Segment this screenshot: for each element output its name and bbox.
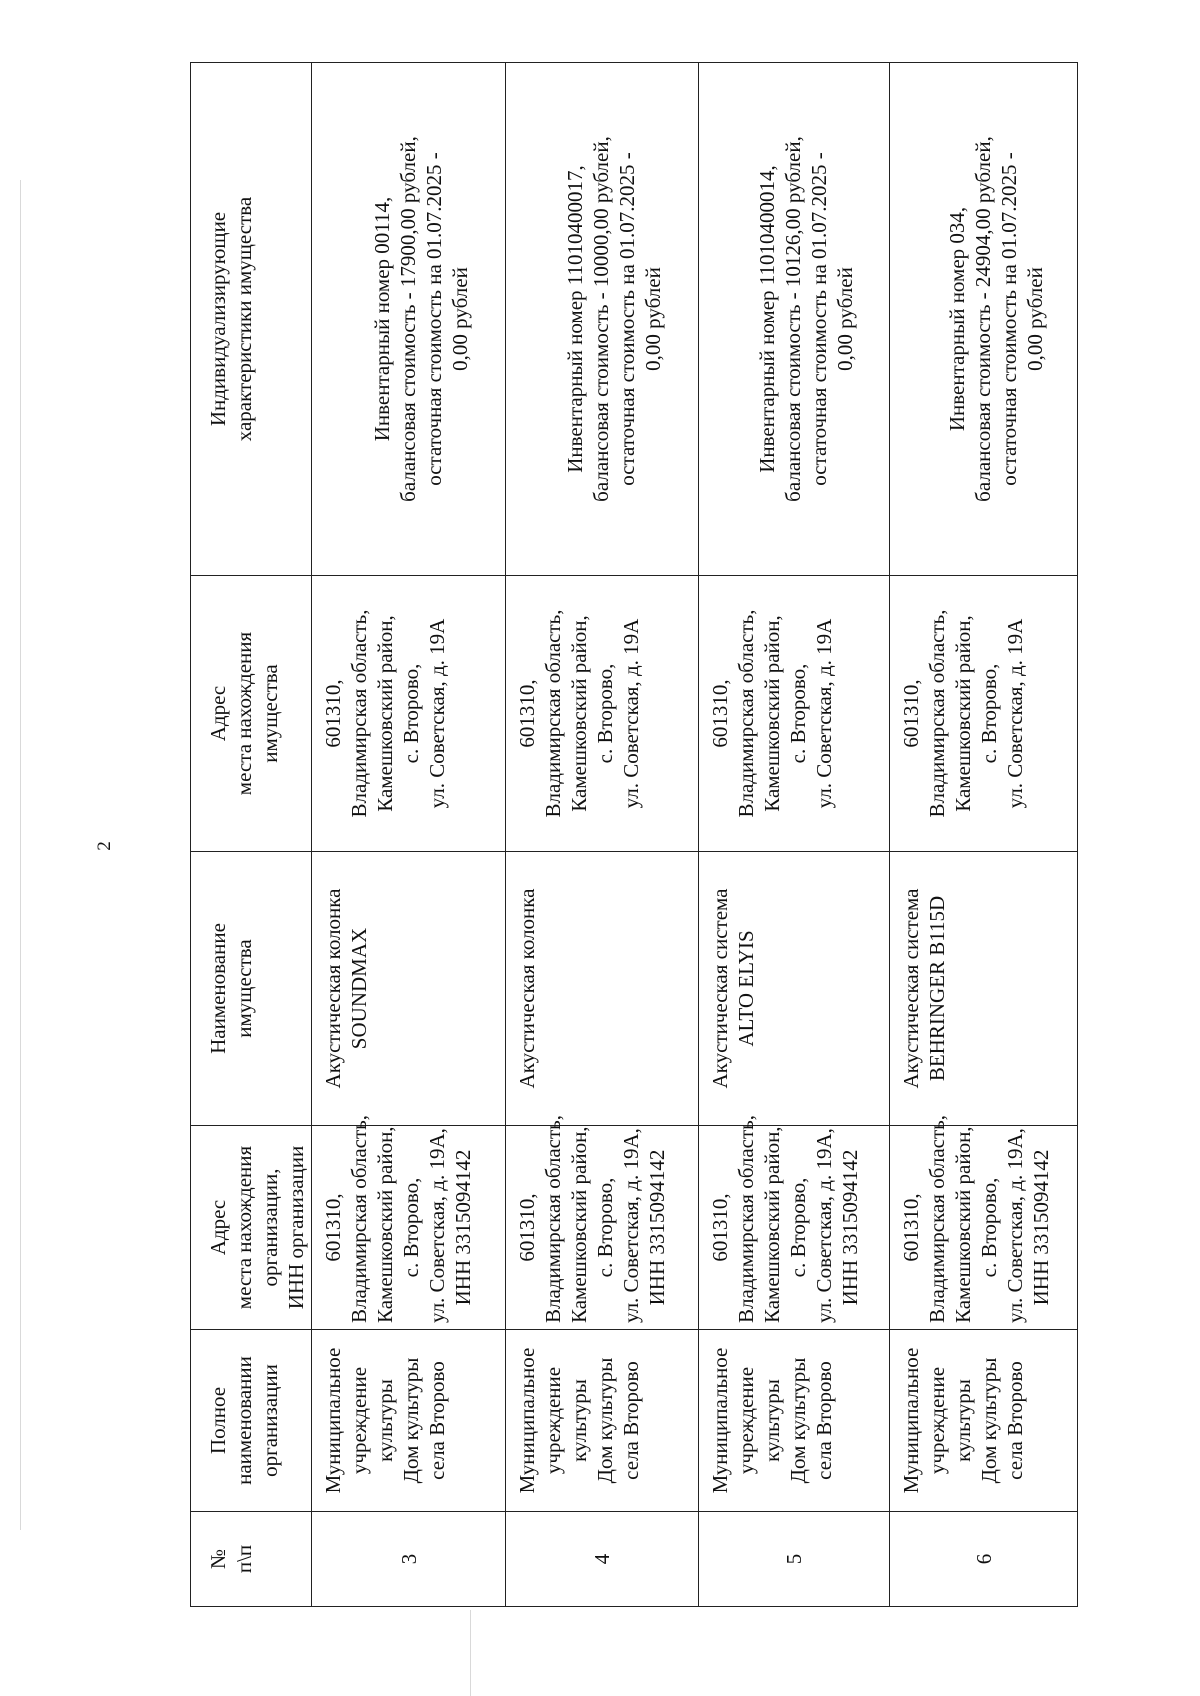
cell-number: 6 <box>890 1512 1078 1607</box>
header-org-address <box>191 1126 312 1330</box>
header-number <box>191 1512 312 1607</box>
cell-line: Наименование <box>206 923 230 1054</box>
cell-line: Муниципальное <box>515 1347 540 1494</box>
cell-line: культуры <box>951 1379 976 1462</box>
cell-line: Муниципальное <box>899 1347 924 1494</box>
cell-line: 601310, <box>899 1193 924 1262</box>
cell-line: культуры <box>760 1379 785 1462</box>
cell-line: балансовая стоимость - 10000,00 рублей, <box>589 136 614 502</box>
table-row <box>699 63 890 1607</box>
cell-line: ИНН организации <box>284 1145 308 1310</box>
cell-line: ул. Советская, д. 19А <box>1003 618 1028 809</box>
cell-line: ИНН 3315094142 <box>645 1149 670 1306</box>
cell-line: остаточная стоимость на 01.07.2025 - <box>421 152 446 486</box>
cell-line: с. Второво, <box>399 663 423 764</box>
cell-line: ALTO ELYIS <box>734 930 759 1047</box>
cell-line: культуры <box>373 1379 397 1462</box>
cell-line: балансовая стоимость - 10126,00 рублей, <box>781 136 806 502</box>
cell-line: Камешковский район, <box>373 615 397 812</box>
cell-line: 601310, <box>708 679 733 748</box>
cell-line: 601310, <box>899 679 924 748</box>
cell-line: села Второво <box>1003 1361 1028 1480</box>
cell-line: Инвентарный номер 11010400017, <box>563 165 588 473</box>
cell-line: Инвентарный номер 00114, <box>369 196 394 442</box>
cell-line: учреждение <box>541 1366 566 1475</box>
cell-line: остаточная стоимость на 01.07.2025 - <box>807 152 832 486</box>
cell-org-address <box>506 1115 699 1330</box>
cell-item-name <box>506 852 699 1126</box>
cell-org-address <box>890 1115 1078 1330</box>
cell-line: Владимирская область, <box>541 1115 566 1323</box>
cell-line: Владимирская область, <box>925 609 950 818</box>
scan-margin-line <box>20 180 21 1530</box>
cell-line: ул. Советская, д. 19А, <box>1003 1128 1028 1323</box>
cell-line: Владимирская область, <box>734 609 759 818</box>
header-characteristics <box>191 63 312 576</box>
cell-line: балансовая стоимость - 17900,00 рублей, <box>395 136 420 502</box>
cell-item-name <box>312 852 506 1126</box>
header-row <box>191 63 312 1607</box>
cell-line: № <box>206 1548 230 1570</box>
cell-line: Камешковский район, <box>567 615 592 812</box>
cell-line: ИНН 3315094142 <box>1029 1149 1054 1306</box>
cell-characteristics <box>506 63 699 576</box>
cell-line: села Второво <box>619 1361 644 1480</box>
cell-line: Владимирская область, <box>925 1115 950 1323</box>
cell-line: учреждение <box>925 1366 950 1475</box>
header-item-name <box>191 852 312 1126</box>
cell-line: 601310, <box>708 1193 733 1262</box>
cell-org-address <box>699 1115 890 1330</box>
cell-org-name <box>312 1330 506 1512</box>
cell-line: балансовая стоимость - 24904,00 рублей, <box>970 136 995 502</box>
cell-line: Камешковский район, <box>951 615 976 812</box>
cell-line: организации, <box>258 1168 282 1287</box>
cell-line: Муниципальное <box>321 1347 345 1494</box>
header-org-name <box>191 1330 312 1512</box>
cell-item-name <box>699 852 890 1126</box>
cell-line: Дом культуры <box>786 1357 811 1484</box>
cell-item-name <box>890 852 1078 1126</box>
cell-line: 601310, <box>321 1193 345 1262</box>
cell-org-name <box>699 1330 890 1512</box>
cell-line: имущества <box>232 939 256 1038</box>
cell-org-name <box>506 1330 699 1512</box>
cell-line: с. Второво, <box>786 1177 811 1278</box>
cell-line: Инвентарный номер 034, <box>944 206 969 432</box>
cell-line: Владимирская область, <box>347 609 371 818</box>
cell-line: Акустическая колонка <box>515 888 540 1089</box>
cell-line: 601310, <box>515 1193 540 1262</box>
table-row <box>506 63 699 1607</box>
cell-line: ул. Советская, д. 19А, <box>425 1128 449 1323</box>
cell-line: ул. Советская, д. 19А, <box>812 1128 837 1323</box>
cell-line: организации <box>258 1364 282 1477</box>
cell-line: наименовании <box>232 1356 256 1485</box>
cell-line: села Второво <box>425 1361 449 1480</box>
table-row <box>890 63 1078 1607</box>
cell-line: места нахождения <box>232 631 256 796</box>
cell-line: Камешковский район, <box>760 615 785 812</box>
cell-line: Адрес <box>206 685 230 742</box>
cell-line: с. Второво, <box>977 1177 1002 1278</box>
cell-line: Владимирская область, <box>734 1115 759 1323</box>
property-table <box>190 62 1078 1607</box>
cell-line: Дом культуры <box>593 1357 618 1484</box>
cell-line: учреждение <box>734 1366 759 1475</box>
cell-line: ул. Советская, д. 19А <box>812 618 837 809</box>
cell-characteristics <box>312 63 506 576</box>
header-item-address <box>191 576 312 852</box>
cell-line: характеристики имущества <box>232 196 256 442</box>
cell-line: 0,00 рублей <box>833 267 858 371</box>
cell-line: с. Второво, <box>786 663 811 764</box>
cell-number: 5 <box>699 1512 890 1607</box>
cell-line: учреждение <box>347 1366 371 1475</box>
cell-line: 0,00 рублей <box>641 267 666 371</box>
cell-line: Акустическая колонка <box>321 888 345 1089</box>
cell-line: ул. Советская, д. 19А <box>425 618 449 809</box>
cell-line: остаточная стоимость на 01.07.2025 - <box>615 152 640 486</box>
cell-line: Дом культуры <box>977 1357 1002 1484</box>
cell-characteristics <box>890 63 1078 576</box>
cell-line: Инвентарный номер 11010400014, <box>755 165 780 473</box>
cell-line: ИНН 3315094142 <box>838 1149 863 1306</box>
cell-item-address <box>506 576 699 852</box>
cell-line: Камешковский район, <box>567 1126 592 1323</box>
cell-number: 3 <box>312 1512 506 1607</box>
cell-line: Акустическая система <box>899 888 924 1089</box>
cell-line: SOUNDMAX <box>347 927 371 1050</box>
cell-line: ул. Советская, д. 19А <box>619 618 644 809</box>
cell-line: Камешковский район, <box>951 1126 976 1323</box>
cell-org-address <box>312 1115 506 1330</box>
cell-line: с. Второво, <box>977 663 1002 764</box>
cell-number: 4 <box>506 1512 699 1607</box>
cell-line: BEHRINGER B115D <box>925 895 950 1082</box>
cell-item-address <box>890 576 1078 852</box>
cell-item-address <box>699 576 890 852</box>
cell-line: Акустическая система <box>708 888 733 1089</box>
cell-line: села Второво <box>812 1361 837 1480</box>
page-number: 2 <box>93 841 115 851</box>
cell-line: имущества <box>258 664 282 763</box>
cell-line: с. Второво, <box>593 1177 618 1278</box>
cell-line: 601310, <box>515 679 540 748</box>
cell-line: с. Второво, <box>593 663 618 764</box>
cell-line: Индивидуализирующие <box>206 211 230 427</box>
cell-line: места нахождения <box>232 1145 256 1310</box>
cell-line: 0,00 рублей <box>447 267 472 371</box>
cell-line: ул. Советская, д. 19А, <box>619 1128 644 1323</box>
cell-line: с. Второво, <box>399 1177 423 1278</box>
table-row <box>312 63 506 1607</box>
cell-line: Владимирская область, <box>541 609 566 818</box>
cell-line: ИНН 3315094142 <box>451 1149 475 1306</box>
cell-line: Полное <box>206 1386 230 1455</box>
cell-line: Дом культуры <box>399 1357 423 1484</box>
cell-line: Владимирская область, <box>347 1115 371 1323</box>
cell-line: 601310, <box>321 679 345 748</box>
cell-item-address <box>312 576 506 852</box>
rotated-table-wrapper <box>190 63 1078 1607</box>
cell-org-name <box>890 1330 1078 1512</box>
cell-line: Камешковский район, <box>373 1126 397 1323</box>
cell-line: Камешковский район, <box>760 1126 785 1323</box>
cell-line: Адрес <box>206 1199 230 1256</box>
cell-line: п\п <box>232 1544 256 1574</box>
cell-line: культуры <box>567 1379 592 1462</box>
cell-line: 0,00 рублей <box>1022 267 1047 371</box>
scan-fold-line <box>470 1610 471 1696</box>
cell-line: Муниципальное <box>708 1347 733 1494</box>
table-body <box>312 63 1078 1607</box>
cell-line: остаточная стоимость на 01.07.2025 - <box>996 152 1021 486</box>
cell-characteristics <box>699 63 890 576</box>
